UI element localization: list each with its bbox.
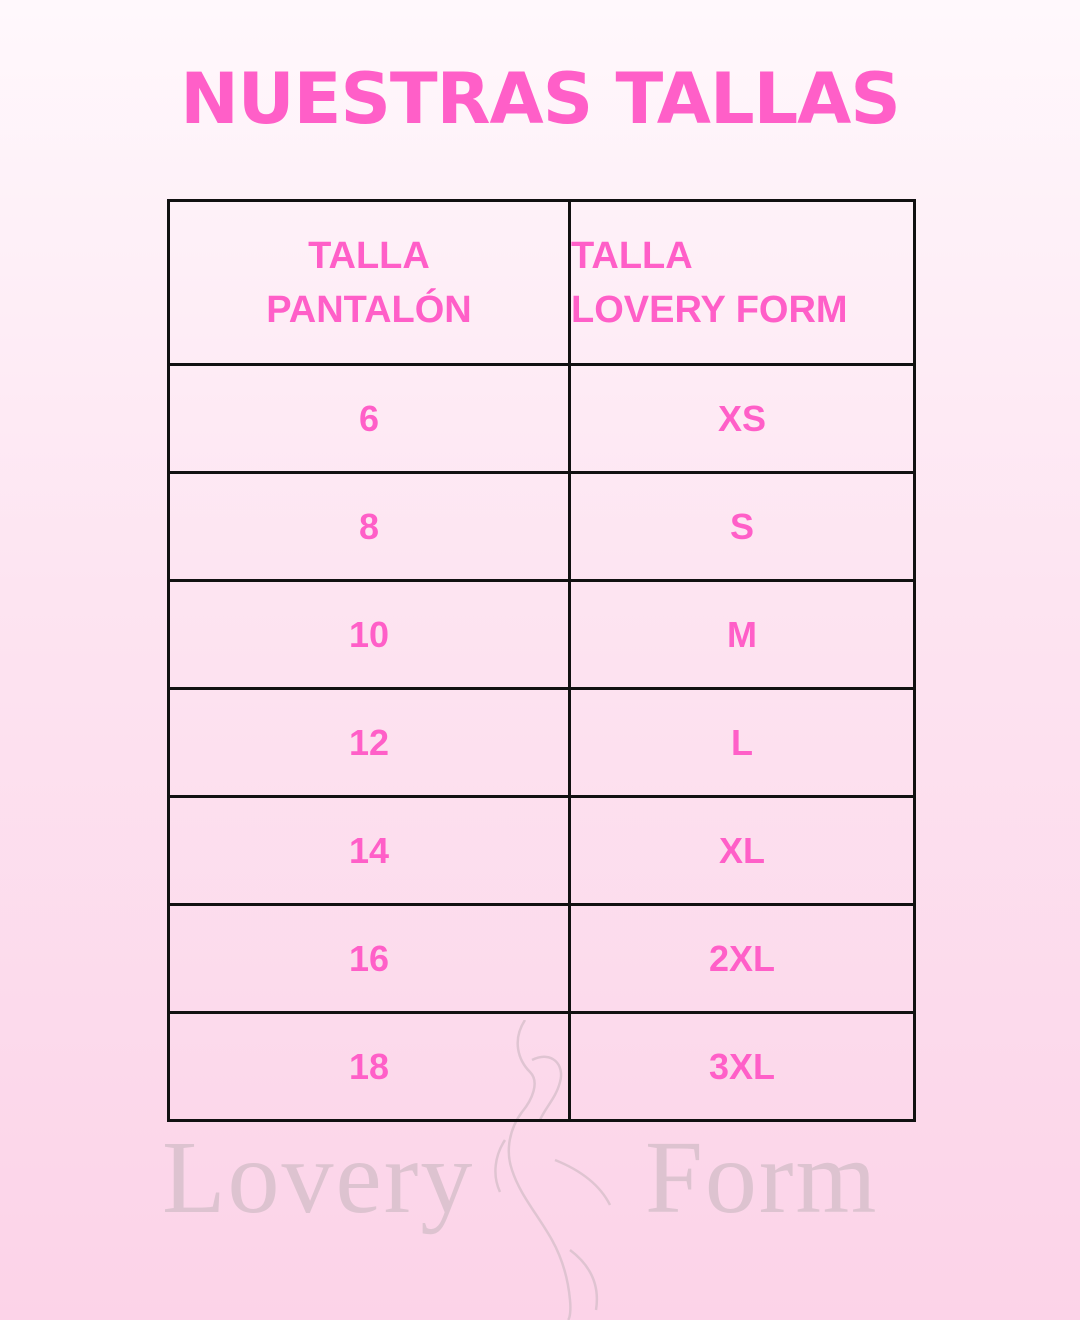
table-row xyxy=(169,797,915,905)
lovery-cell: S xyxy=(570,473,915,581)
header-line: PANTALÓN xyxy=(266,288,472,331)
table-row xyxy=(169,1013,915,1121)
pantalon-cell: 18 xyxy=(169,1013,570,1121)
header-line: LOVERY FORM xyxy=(571,288,848,331)
pantalon-cell: 8 xyxy=(169,473,570,581)
header-line: TALLA xyxy=(308,234,430,277)
pantalon-cell: 12 xyxy=(169,689,570,797)
lovery-cell: M xyxy=(570,581,915,689)
watermark-word-right: Form xyxy=(645,1120,879,1235)
table-row xyxy=(169,365,915,473)
pantalon-cell: 6 xyxy=(169,365,570,473)
lovery-cell: 2XL xyxy=(570,905,915,1013)
page-title: NUESTRAS TALLAS xyxy=(180,58,900,140)
table-row xyxy=(169,905,915,1013)
lovery-cell: XL xyxy=(570,797,915,905)
table-header-row xyxy=(169,201,915,365)
table-row xyxy=(169,689,915,797)
pantalon-cell: 16 xyxy=(169,905,570,1013)
pantalon-cell: 10 xyxy=(169,581,570,689)
table-row xyxy=(169,473,915,581)
header-talla-lovery-form xyxy=(570,201,915,365)
table-row xyxy=(169,581,915,689)
lovery-cell: L xyxy=(570,689,915,797)
header-talla-pantalon xyxy=(169,201,570,365)
watermark-word-left: Lovery xyxy=(162,1120,475,1235)
pantalon-cell: 14 xyxy=(169,797,570,905)
lovery-cell: 3XL xyxy=(570,1013,915,1121)
header-line: TALLA xyxy=(571,234,693,277)
size-table xyxy=(167,199,916,1122)
lovery-cell: XS xyxy=(570,365,915,473)
